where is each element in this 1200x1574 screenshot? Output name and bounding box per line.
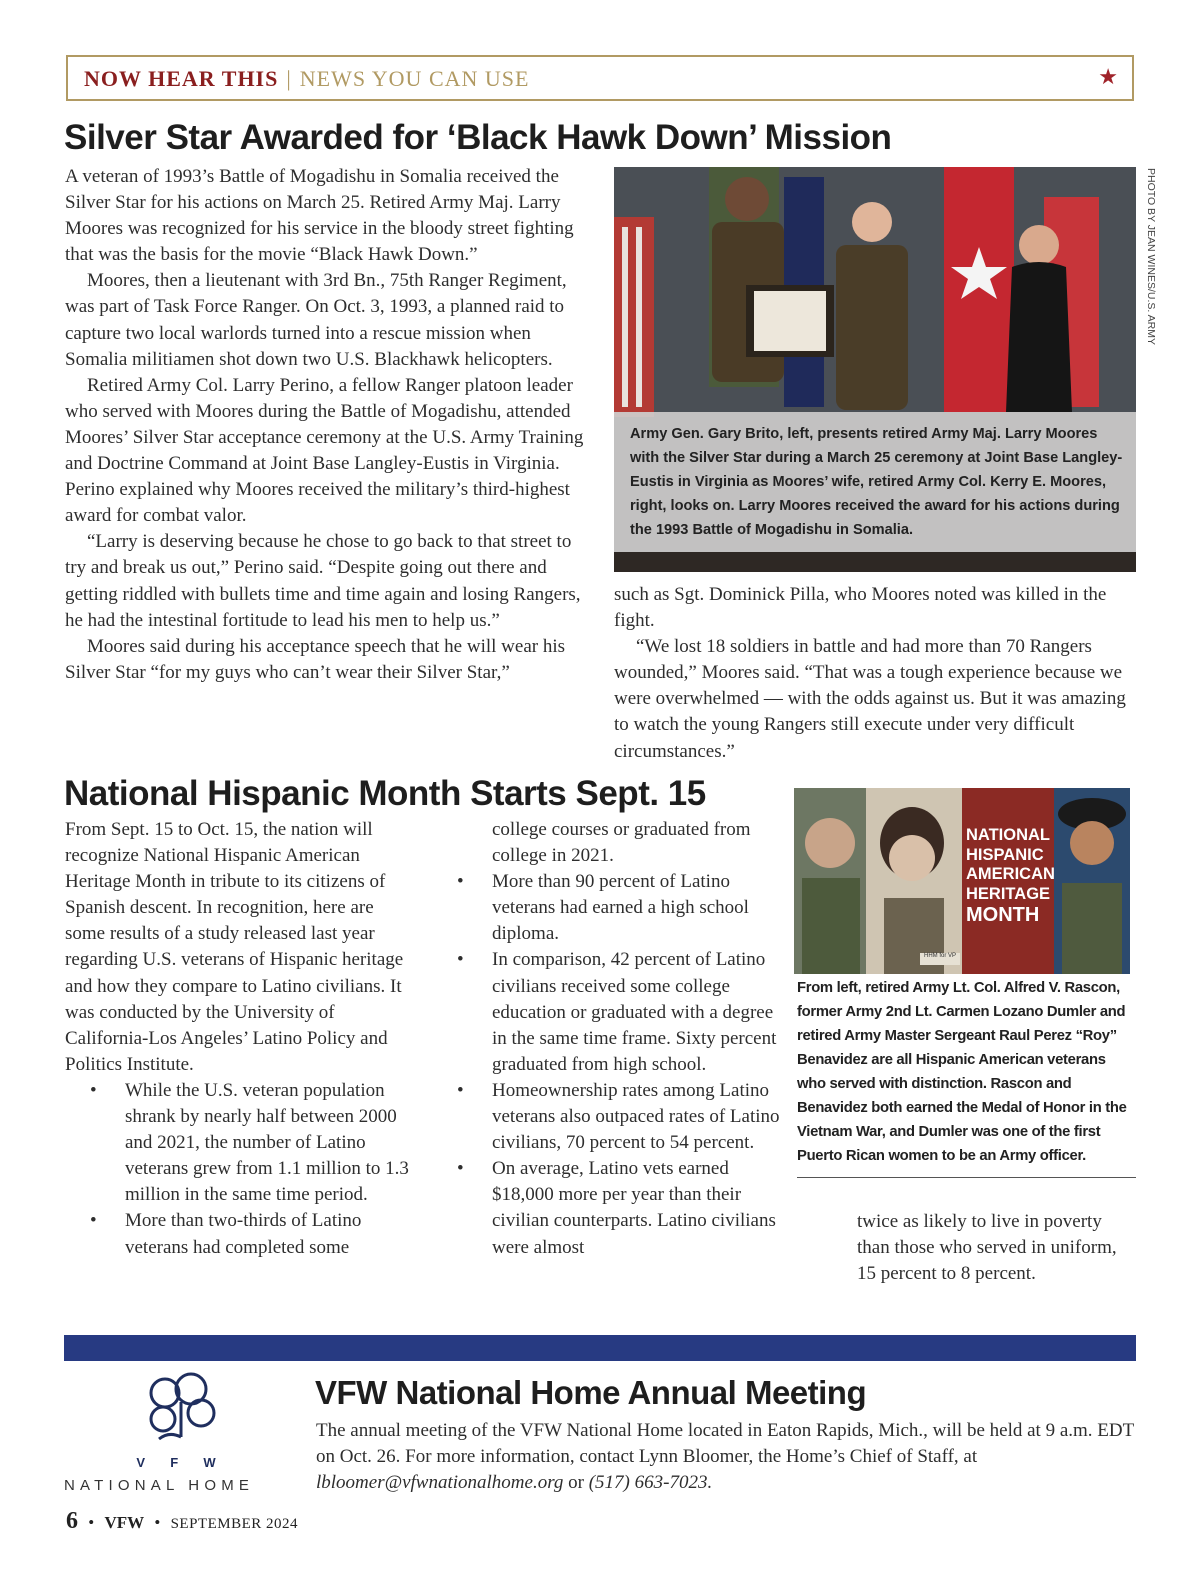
bullet-item: • In comparison, 42 percent of Latino civilians received some college education or graduated with a degree in the same time frame. Sixty percent graduated from high school. [492,947,782,1077]
article-2-intro: From Sept. 15 to Oct. 15, the nation will recognize National Hispanic American Heritage Month in tribute to its citizens of Spanish descent. In recognition, here are some results of a study released last year regarding U.S. veterans of Hispanic heritage and how they compare to Latino civilians. It was conducted by the University of California-Los Angeles’ Latino Policy and Politics Institute. [65,819,404,1075]
article-2-column-1 [65,817,410,1261]
article-3-or: or [568,1472,584,1494]
bullet-item: • While the U.S. veteran population shrank by nearly half between 2000 and 2021, the number of Latino veterans grew from 1.1 million to 1.3 million in the same time period. [125,1078,410,1208]
bullet-item: • On average, Latino vets earned $18,000 more per year than their civilian counterparts. Latino civilians were almost [492,1156,782,1260]
poster-line: NATIONAL [966,826,1051,844]
section-header-text [84,66,529,92]
article-1-paragraph: “We lost 18 soldiers in battle and had more than 70 Rangers wounded,” Moores said. “That was a tough experience because we were overwhelmed — with the odds against us. But it was amazing to watch the young Rangers still execute under very difficult circumstances.” [614,636,1126,762]
heritage-photo-illustration [794,788,1130,974]
section-title: NOW HEAR THIS [84,66,279,91]
article-1-headline: Silver Star Awarded for ‘Black Hawk Down’ Mission [64,118,892,157]
logo-national-home: NATIONAL HOME [64,1477,255,1494]
section-subtitle: NEWS YOU CAN USE [299,66,530,91]
tree-logo-icon [121,1367,241,1447]
footer-bullet: • [88,1513,95,1532]
article-1-column-2 [614,582,1136,765]
bullet-item: • More than two-thirds of Latino veterans had completed some [125,1208,410,1260]
page-footer [66,1508,298,1535]
photo-credit-wrapper [1141,168,1159,368]
heritage-photo [794,788,1130,974]
article-1-paragraph: “Larry is deserving because he chose to go back to that street to try and break us out,” Perino said. “Despite going out there and getting riddled with bullets time and time again and losing Rangers, he had the intestinal fortitude to lead his men to help us.” [65,531,581,631]
vfw-national-home-logo [64,1367,294,1502]
article-3-text: The annual meeting of the VFW National Home located in Eaton Rapids, Mich., will be held at 9 a.m. EDT on Oct. 26. For more information, contact Lynn Bloomer, the Home’s Chief of Staff, at [316,1420,1134,1468]
section-header [66,55,1134,101]
phone-link[interactable]: (517) 663-7023. [588,1472,713,1494]
article-2-column-2 [492,817,782,1261]
footer-bullet: • [154,1513,161,1532]
ceremony-photo [614,167,1136,572]
article-1-paragraph: Retired Army Col. Larry Perino, a fellow Ranger platoon leader who served with Moores during the Battle of Mogadishu, attended Moores’ Silver Star acceptance ceremony at the U.S. Army Training and Doctrine Command at Joint Base Langley-Eustis in Virginia. Perino explained why Moores received the military’s third-highest award for combat valor. [65,374,584,527]
poster-line: HERITAGE [966,884,1051,903]
heritage-poster-text [966,826,1055,926]
article-1-paragraph: such as Sgt. Dominick Pilla, who Moores noted was killed in the fight. [614,584,1107,632]
article-1-column-1 [65,164,589,686]
article-2-column-lead: college courses or graduated from college in 2021. [492,819,751,867]
section-separator: | [286,66,292,91]
article-3-headline: VFW National Home Annual Meeting [315,1374,867,1411]
email-link[interactable]: lbloomer@vfwnationalhome.org [316,1472,564,1494]
poster-line: MONTH [966,904,1040,927]
article-2-column-3 [857,1209,1137,1287]
section-divider-bar [64,1335,1136,1361]
article-2-bullet-list [492,869,782,1260]
magazine-name: VFW [104,1513,145,1532]
star-icon: ★ [1098,65,1118,90]
article-1-paragraph: Moores, then a lieutenant with 3rd Bn., 75th Ranger Regiment, was part of Task Force Ranger. On Oct. 3, 1993, a planned raid to capture two local warlords turned into a rescue mission when Somalia militiamen shot down two U.S. Blackhawk helicopters. [65,270,567,370]
photo-credit: PHOTO BY JEAN WINES/U.S. ARMY [1145,168,1157,345]
caption-divider [797,1177,1136,1178]
poster-line: HISPANIC [966,845,1044,864]
bullet-item: • More than 90 percent of Latino veterans had earned a high school diploma. [492,869,782,947]
poster-line: AMERICAN [966,865,1055,884]
heritage-photo-caption: From left, retired Army Lt. Col. Alfred V. Rascon, former Army 2nd Lt. Carmen Lozano Dumler and retired Army Master Sergeant Raul Perez “Roy” Benavidez are all Hispanic American veterans who served with distinction. Rascon and Benavidez both earned the Medal of Honor in the Vietnam War, and Dumler was one of the first Puerto Rican women to be an Army officer. [797,980,1127,1164]
article-3-body [316,1418,1138,1496]
article-2-headline: National Hispanic Month Starts Sept. 15 [64,774,706,813]
issue-date: SEPTEMBER 2024 [170,1516,299,1532]
article-2-column-3-text: twice as likely to live in poverty than those who served in uniform, 15 percent to 8 percent. [857,1211,1117,1285]
article-1-paragraph: Moores said during his acceptance speech that he will wear his Silver Star “for my guys who can’t wear their Silver Star,” [65,635,566,683]
page-number: 6 [66,1508,78,1534]
logo-vfw-letters: V F W [136,1455,222,1470]
article-2-bullet-list [65,1078,410,1261]
poster-tag: HHM for VP [924,953,957,959]
ceremony-photo-caption: Army Gen. Gary Brito, left, presents retired Army Maj. Larry Moores with the Silver Star during a March 25 ceremony at Joint Base Langley-Eustis in Virginia as Moores’ wife, retired Army Col. Kerry E. Moores, right, looks on. Larry Moores received the award for his actions during the 1993 Battle of Mogadishu in Somalia. [630,426,1123,538]
article-1-paragraph: A veteran of 1993’s Battle of Mogadishu in Somalia received the Silver Star for his actions on March 25. Retired Army Maj. Larry Moores was recognized for his service in the bloody street fighting that was the basis for the movie “Black Hawk Down.” [65,166,574,266]
bullet-item: • Homeownership rates among Latino veterans also outpaced rates of Latino civilians, 70 percent to 54 percent. [492,1078,782,1156]
